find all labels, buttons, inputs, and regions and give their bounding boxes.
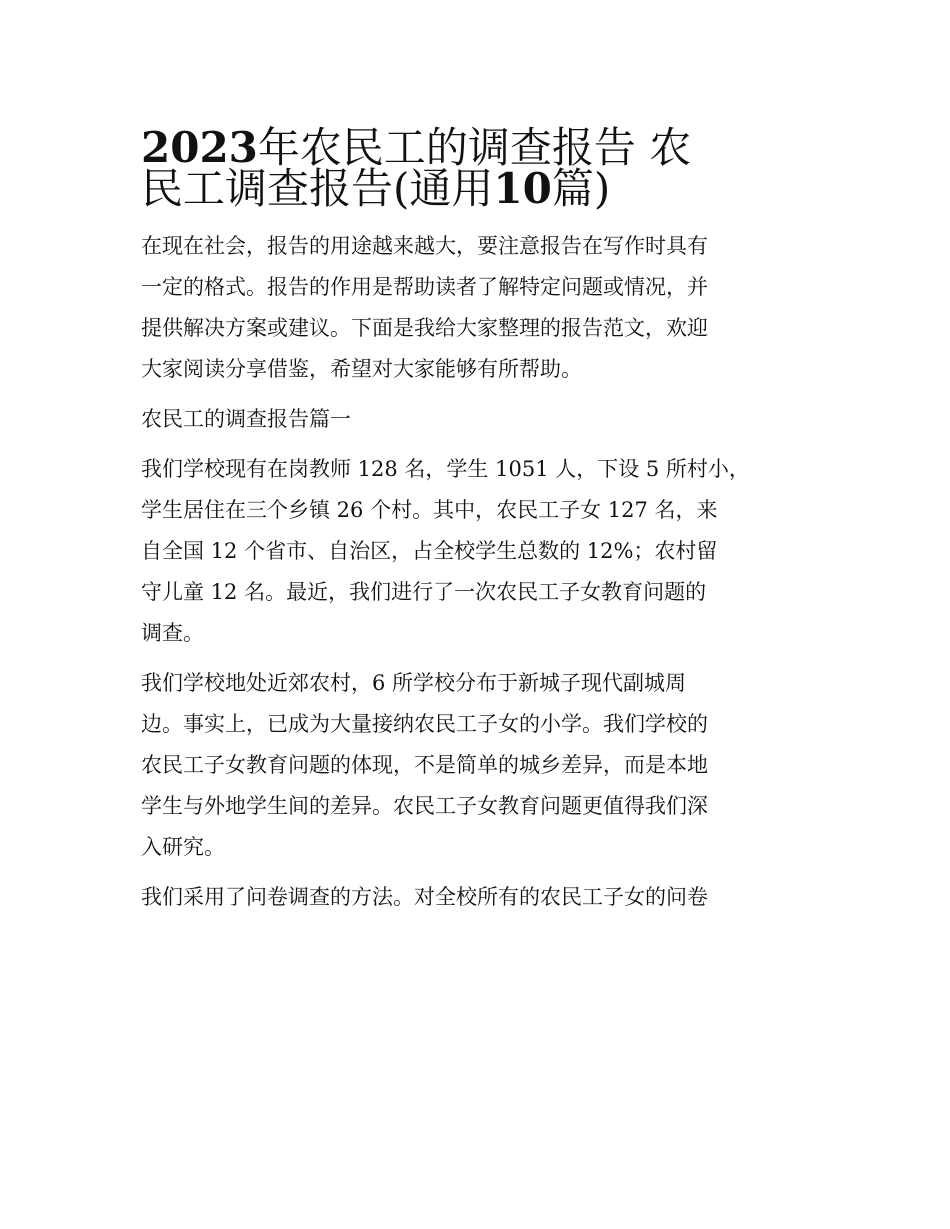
title-line-2-text-a: 民工调查报告(通用 [141, 164, 494, 213]
text-line: 自全国 12 个省市、自治区，占全校学生总数的 12%；农村留 [141, 539, 718, 563]
title-line-1-text: 年农民工的调查报告 农 [257, 123, 692, 172]
body-paragraph [141, 663, 821, 868]
text-line: 大家阅读分享借鉴，希望对大家能够有所帮助。 [141, 357, 582, 381]
text-line: 守儿童 12 名。最近，我们进行了一次农民工子女教育问题的 [141, 580, 707, 604]
text-line: 学生与外地学生间的差异。农民工子女教育问题更值得我们深 [141, 794, 708, 818]
title-line-2 [141, 159, 821, 213]
text-line: 学生居住在三个乡镇 26 个村。其中，农民工子女 127 名，来 [141, 498, 718, 522]
document-title [141, 118, 821, 213]
intro-paragraph [141, 226, 821, 390]
section-heading-text: 农民工的调查报告篇一 [141, 407, 351, 431]
title-count: 10 [493, 164, 552, 213]
document-body [141, 226, 821, 918]
text-line: 边。事实上，已成为大量接纳农民工子女的小学。我们学校的 [141, 712, 708, 736]
text-line: 入研究。 [141, 835, 225, 859]
text-line: 我们采用了问卷调查的方法。对全校所有的农民工子女的问卷 [141, 885, 708, 909]
text-line: 调查。 [141, 621, 204, 645]
text-line: 一定的格式。报告的作用是帮助读者了解特定问题或情况，并 [141, 275, 708, 299]
body-paragraph [141, 877, 821, 918]
text-line: 提供解决方案或建议。下面是我给大家整理的报告范文，欢迎 [141, 316, 708, 340]
text-line: 在现在社会，报告的用途越来越大，要注意报告在写作时具有 [141, 234, 708, 258]
document-page [141, 118, 821, 927]
title-line-2-text-b: 篇) [551, 164, 611, 213]
title-year: 2023 [141, 123, 258, 172]
section-heading [141, 399, 821, 440]
text-line: 我们学校地处近郊农村，6 所学校分布于新城子现代副城周 [141, 671, 687, 695]
text-line: 我们学校现有在岗教师 128 名，学生 1051 人，下设 5 所村小， [141, 457, 750, 481]
title-line-1 [141, 118, 821, 172]
body-paragraph [141, 449, 821, 654]
text-line: 农民工子女教育问题的体现，不是简单的城乡差异，而是本地 [141, 753, 708, 777]
